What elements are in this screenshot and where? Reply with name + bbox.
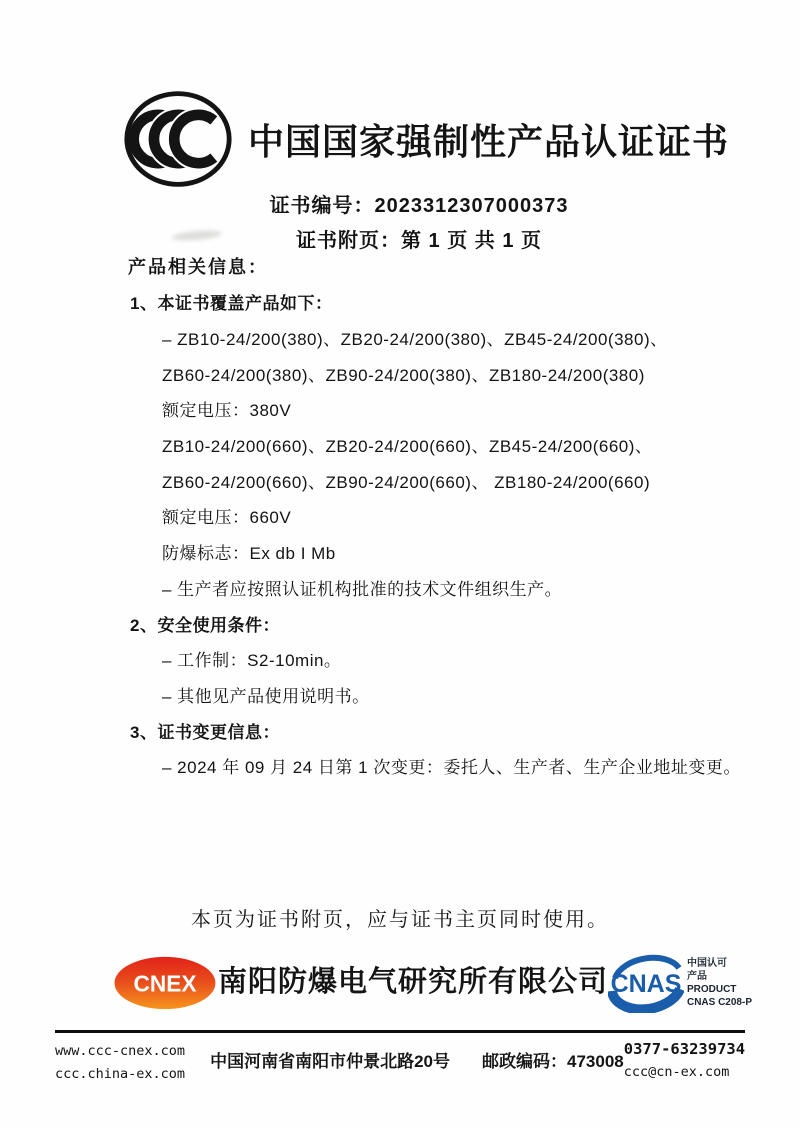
ccc-mark-icon bbox=[122, 86, 234, 192]
cnas-side-text bbox=[687, 957, 752, 1009]
contact-phone-email bbox=[624, 1036, 750, 1083]
contact-address-block bbox=[210, 1036, 624, 1072]
postal-address: 中国河南省南阳市仲景北路20号 bbox=[210, 1052, 451, 1071]
body-line: ZB60-24/200(660)、ZB90-24/200(660)、 ZB180-24/200(660) bbox=[162, 472, 651, 492]
organization-row bbox=[112, 950, 752, 1016]
contact-row bbox=[55, 1036, 750, 1086]
body-item-heading: 1、本证书覆盖产品如下： bbox=[130, 294, 333, 314]
body-line: 额定电压：660V bbox=[162, 508, 292, 528]
attachment-note: 本页为证书附页，应与证书主页同时使用。 bbox=[191, 909, 609, 931]
section-title: 产品相关信息： bbox=[128, 257, 268, 277]
website-primary: www.ccc-cnex.com bbox=[55, 1043, 186, 1059]
footer-divider bbox=[55, 1030, 745, 1033]
contact-websites bbox=[55, 1036, 210, 1086]
cnex-logo-text: CNEX bbox=[133, 970, 197, 997]
cnas-accreditation bbox=[608, 953, 752, 1013]
cert-number-value: 2023312307000373 bbox=[374, 195, 569, 217]
body-line: 额定电压：380V bbox=[162, 401, 292, 421]
cert-page-value: 第 1 页 共 1 页 bbox=[400, 230, 543, 252]
body-line: 防爆标志：Ex db I Mb bbox=[162, 544, 336, 564]
cnex-logo-icon bbox=[112, 950, 218, 1016]
body-item-heading: 2、安全使用条件： bbox=[130, 615, 280, 635]
certificate-header bbox=[122, 86, 729, 192]
body-lines bbox=[128, 284, 745, 784]
company-name: 南阳防爆电气研究所有限公司 bbox=[217, 965, 608, 998]
cert-number-label: 证书编号： bbox=[269, 195, 375, 217]
cnas-logo-icon bbox=[608, 953, 684, 1013]
cnas-side-line: CNAS C208-P bbox=[686, 997, 752, 1008]
postal-code: 邮政编码：473008 bbox=[482, 1052, 624, 1071]
cnas-side-line: PRODUCT bbox=[686, 984, 737, 995]
cnas-side-line: 产品 bbox=[686, 971, 707, 982]
product-info-section bbox=[128, 248, 745, 784]
body-line: – ZB10-24/200(380)、ZB20-24/200(380)、ZB45-24/200(380)、 bbox=[162, 330, 668, 350]
cnas-side-line: 中国认可 bbox=[686, 958, 727, 969]
email-address: ccc@cn-ex.com bbox=[623, 1064, 730, 1080]
body-line: – 工作制：S2-10min。 bbox=[162, 651, 342, 671]
body-line: – 2024 年 09 月 24 日第 1 次变更：委托人、生产者、生产企业地址变更。 bbox=[162, 758, 741, 778]
body-line: – 生产者应按照认证机构批准的技术文件组织生产。 bbox=[162, 579, 563, 599]
phone-number: 0377-63239734 bbox=[623, 1040, 746, 1058]
body-line: ZB10-24/200(660)、ZB20-24/200(660)、ZB45-24/200(660)、 bbox=[162, 437, 653, 457]
body-item-heading: 3、证书变更信息： bbox=[130, 722, 280, 742]
cert-page-label: 证书附页： bbox=[295, 230, 401, 252]
cnas-logo-text: CNAS bbox=[610, 970, 682, 998]
website-secondary: ccc.china-ex.com bbox=[55, 1066, 186, 1082]
certificate-title: 中国国家强制性产品认证证书 bbox=[248, 120, 730, 162]
cert-number-line bbox=[38, 189, 800, 224]
body-line: ZB60-24/200(380)、ZB90-24/200(380)、ZB180-24/200(380) bbox=[162, 365, 645, 385]
body-line: – 其他见产品使用说明书。 bbox=[162, 686, 370, 706]
